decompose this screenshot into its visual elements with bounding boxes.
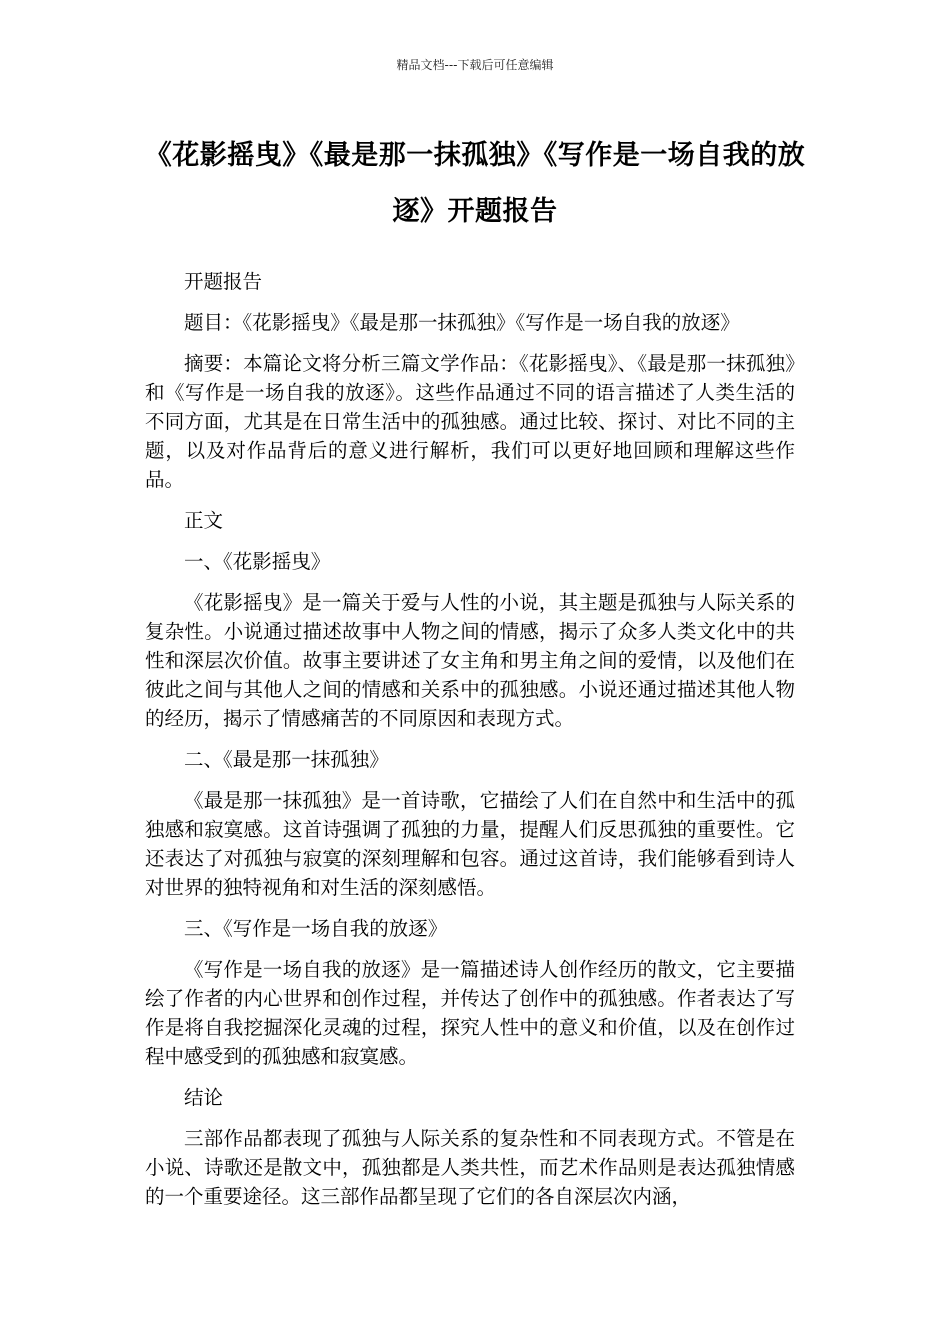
body-paragraph-1: 《花影摇曳》是一篇关于爱与人性的小说，其主题是孤独与人际关系的复杂性。小说通过描述故事中人物之间的情感，揭示了众多人类文化中的共性和深层次价值。故事主要讲述了女主角和男主角之间的爱情，以及他们在彼此之间与其他人之间的情感和关系中的孤独感。小说还通过描述其他人物的经历，揭示了情感痛苦的不同原因和表现方式。 [145,591,795,730]
document-title: 《花影摇曳》《最是那一抹孤独》《写作是一场自我的放逐》开题报告 [144,140,806,227]
section-heading-2: 二、《最是那一抹孤独》 [184,748,389,771]
body-paragraph-2: 《最是那一抹孤独》是一首诗歌，它描绘了人们在自然中和生活中的孤独感和寂寞感。这首诗强调了孤独的力量，提醒人们反思孤独的重要性。它还表达了对孤独与寂寞的深刻理解和包容。通过这首诗，我们能够看到诗人对世界的独特视角和对生活的深刻感悟。 [145,789,795,899]
body-paragraph-3: 《写作是一场自我的放逐》是一篇描述诗人创作经历的散文，它主要描绘了作者的内心世界和创作过程，并传达了创作中的孤独感。作者表达了写作是将自我挖掘深化灵魂的过程，探究人性中的意义和价值，以及在创作过程中感受到的孤独感和寂寞感。 [145,958,795,1068]
section-heading-conclusion: 结论 [184,1086,224,1109]
section-label-proposal: 开题报告 [184,270,263,293]
section-heading-body: 正文 [184,509,224,532]
conclusion-paragraph: 三部作品都表现了孤独与人际关系的复杂性和不同表现方式。不管是在小说、诗歌还是散文中，孤独都是人类共性，而艺术作品则是表达孤独情感的一个重要途径。这三部作品都呈现了它们的各自深层次内涵， [145,1127,795,1208]
section-heading-3: 三、《写作是一场自我的放逐》 [184,917,448,940]
section-heading-1: 一、《花影摇曳》 [184,550,331,573]
document-body [145,267,795,1223]
abstract-paragraph: 摘要：本篇论文将分析三篇文学作品：《花影摇曳》、《最是那一抹孤独》和《写作是一场自我的放逐》。这些作品通过不同的语言描述了人类生活的不同方面，尤其是在日常生活中的孤独感。通过比较、探讨、对比不同的主题，以及对作品背后的意义进行解析，我们可以更好地回顾和理解这些作品。 [145,352,795,491]
topic-paragraph: 题目：《花影摇曳》《最是那一抹孤独》《写作是一场自我的放逐》 [184,311,740,334]
page-header-note: 精品文档---下载后可任意编辑 [396,58,554,72]
